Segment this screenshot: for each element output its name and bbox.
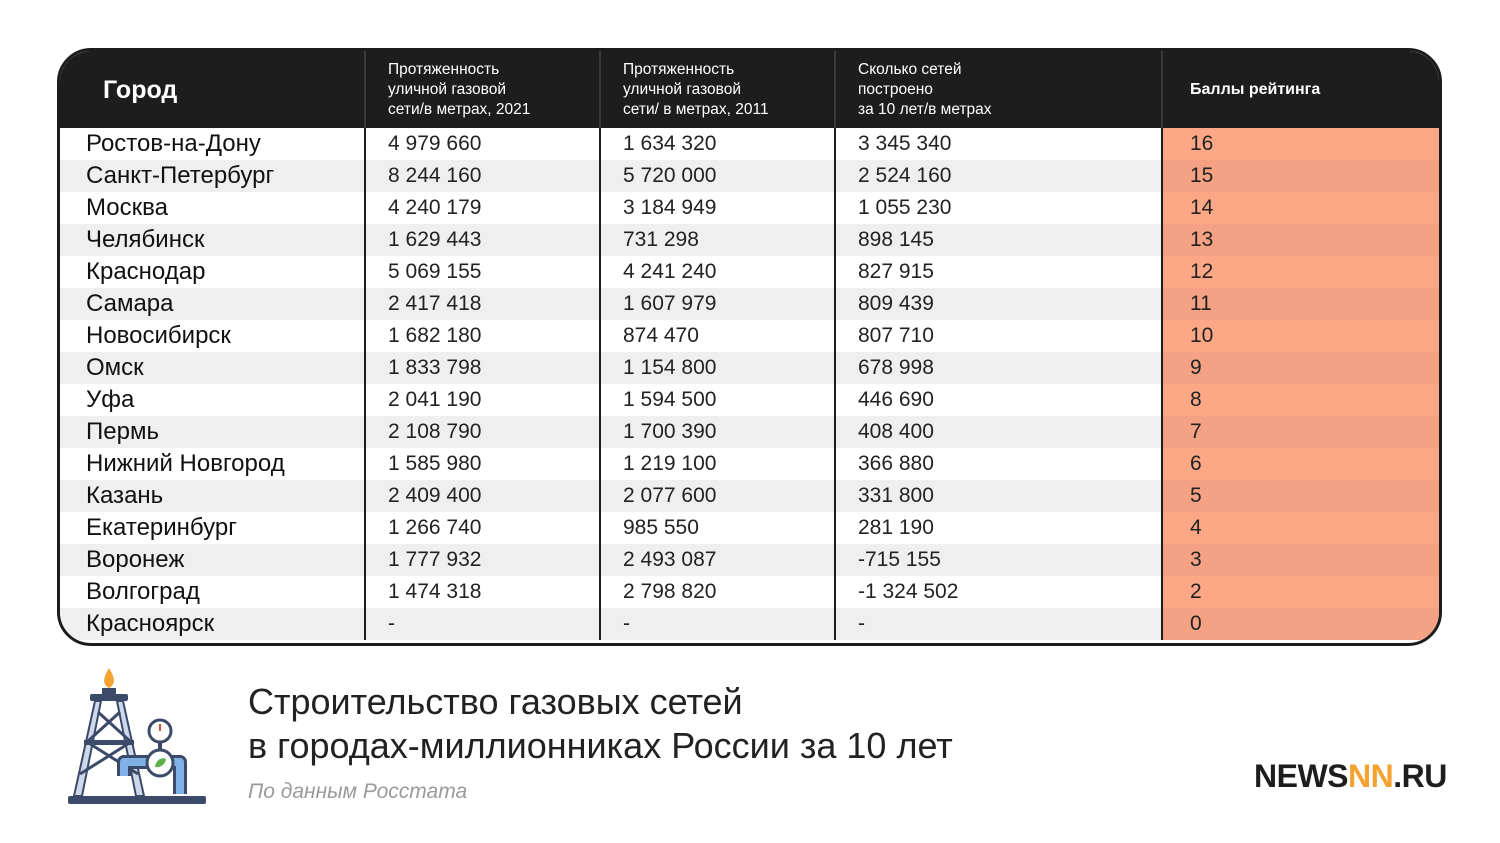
cell-built: 827 915 xyxy=(835,256,1162,288)
cell-built: 807 710 xyxy=(835,320,1162,352)
cell-length-2021: 5 069 155 xyxy=(365,256,600,288)
cell-city: Самара xyxy=(60,288,365,320)
cell-city: Новосибирск xyxy=(86,322,231,349)
cell-score: 2 xyxy=(1162,576,1442,608)
table-row xyxy=(60,288,1442,320)
header-built-line: построено xyxy=(858,80,933,98)
cell-built: -1 324 502 xyxy=(835,576,1162,608)
cell-city: Краснодар xyxy=(86,258,206,285)
cell-length-2021: 8 244 160 xyxy=(365,160,600,192)
cell-city: Екатеринбург xyxy=(86,514,237,541)
cell-built: 366 880 xyxy=(835,448,1162,480)
cell-length-2011: 1 154 800 xyxy=(600,352,835,384)
cell-built: 446 690 xyxy=(835,384,1162,416)
cell-score: 15 xyxy=(1162,160,1442,192)
cell-city: Москва xyxy=(86,194,168,221)
cell-city: Красноярск xyxy=(60,608,365,640)
cell-length-2021: - xyxy=(365,608,600,640)
cell-length-2011: 1 219 100 xyxy=(600,448,835,480)
data-source-note: По данным Росстата xyxy=(248,780,468,803)
header-built-line: Сколько сетей xyxy=(858,60,962,78)
cell-score: 7 xyxy=(1162,416,1442,448)
cell-length-2011: 985 550 xyxy=(600,512,835,544)
cell-built: 281 190 xyxy=(835,512,1162,544)
cell-built: 2 524 160 xyxy=(835,160,1162,192)
cell-city: Омск xyxy=(60,352,365,384)
cell-city: Челябинск xyxy=(60,224,365,256)
cell-score: 9 xyxy=(1162,352,1442,384)
table-header-row xyxy=(60,51,1442,128)
cell-score: 14 xyxy=(1162,192,1442,224)
cell-length-2011: 874 470 xyxy=(600,320,835,352)
cell-length-2011: 2 077 600 xyxy=(600,480,835,512)
cell-score: 3 xyxy=(1162,544,1442,576)
cell-city: Ростов-на-Дону xyxy=(86,130,261,157)
header-score: Баллы рейтинга xyxy=(1162,51,1442,128)
cell-length-2011: 5 720 000 xyxy=(600,160,835,192)
cell-length-2011: 731 298 xyxy=(600,224,835,256)
cell-length-2021: 1 777 932 xyxy=(365,544,600,576)
cell-built: - xyxy=(835,608,1162,640)
table-row xyxy=(60,352,1442,384)
cell-length-2021: 1 833 798 xyxy=(365,352,600,384)
cell-city: Казань xyxy=(60,480,365,512)
cell-length-2021: 2 417 418 xyxy=(365,288,600,320)
infographic-title xyxy=(248,680,953,768)
header-built xyxy=(835,51,1162,128)
header-length-2021-line: сети/в метрах, 2021 xyxy=(388,100,531,118)
cell-city: Нижний Новгород xyxy=(86,450,285,477)
table-row xyxy=(60,576,1442,608)
cell-length-2011: 1 634 320 xyxy=(600,128,835,160)
header-length-2011-line: уличной газовой xyxy=(623,80,741,98)
cell-length-2021: 1 682 180 xyxy=(365,320,600,352)
cell-score: 4 xyxy=(1162,512,1442,544)
cell-length-2021: 2 108 790 xyxy=(365,416,600,448)
cell-score: 11 xyxy=(1162,288,1442,320)
table-row xyxy=(60,512,1442,544)
table-row xyxy=(60,192,1442,224)
table-row xyxy=(60,416,1442,448)
cell-city: Уфа xyxy=(86,386,135,413)
cell-length-2011: 2 798 820 xyxy=(600,576,835,608)
cell-city: Пермь xyxy=(60,416,365,448)
cell-built: 809 439 xyxy=(835,288,1162,320)
cell-length-2011: 1 594 500 xyxy=(600,384,835,416)
cell-length-2011: 1 700 390 xyxy=(600,416,835,448)
cell-length-2011: 2 493 087 xyxy=(600,544,835,576)
cell-score: 12 xyxy=(1162,256,1442,288)
cell-score: 10 xyxy=(1162,320,1442,352)
table-row xyxy=(60,480,1442,512)
header-built-line: за 10 лет/в метрах xyxy=(858,100,992,118)
header-length-2021-line: уличной газовой xyxy=(388,80,506,98)
cell-length-2011: 3 184 949 xyxy=(600,192,835,224)
cell-score: 6 xyxy=(1162,448,1442,480)
cell-score: 5 xyxy=(1162,480,1442,512)
title-line: в городах-миллионниках России за 10 лет xyxy=(248,725,953,766)
logo-prefix: NEWS xyxy=(1254,758,1348,794)
cell-length-2021: 2 041 190 xyxy=(365,384,600,416)
table-row xyxy=(60,224,1442,256)
table-row xyxy=(60,320,1442,352)
cell-length-2021: 1 474 318 xyxy=(365,576,600,608)
table-row xyxy=(60,160,1442,192)
table-row xyxy=(60,608,1442,640)
header-length-2021-line: Протяженность xyxy=(388,60,500,78)
gas-derrick-icon xyxy=(62,664,212,809)
logo-suffix: .RU xyxy=(1393,758,1447,794)
table-row xyxy=(60,256,1442,288)
cell-score: 8 xyxy=(1162,384,1442,416)
cell-length-2021: 2 409 400 xyxy=(365,480,600,512)
cell-length-2011: 1 607 979 xyxy=(600,288,835,320)
table-row xyxy=(60,448,1442,480)
header-length-2011-line: сети/ в метрах, 2011 xyxy=(623,100,769,118)
header-length-2021 xyxy=(365,51,600,128)
cell-length-2011: - xyxy=(600,608,835,640)
newsnn-logo xyxy=(1254,758,1447,795)
cell-length-2021: 4 979 660 xyxy=(365,128,600,160)
header-length-2011-line: Протяженность xyxy=(623,60,735,78)
title-line: Строительство газовых сетей xyxy=(248,681,743,722)
table-row xyxy=(60,544,1442,576)
cell-score: 13 xyxy=(1162,224,1442,256)
cell-score: 16 xyxy=(1162,128,1442,160)
cell-city: Воронеж xyxy=(60,544,365,576)
cell-built: 3 345 340 xyxy=(835,128,1162,160)
table-row xyxy=(60,128,1442,160)
cell-length-2011: 4 241 240 xyxy=(600,256,835,288)
table-row xyxy=(60,384,1442,416)
rating-table-card xyxy=(57,48,1442,646)
cell-length-2021: 4 240 179 xyxy=(365,192,600,224)
cell-city: Волгоград xyxy=(86,578,200,605)
cell-built: 678 998 xyxy=(835,352,1162,384)
rating-table xyxy=(60,51,1442,640)
cell-score: 0 xyxy=(1162,608,1442,640)
cell-length-2021: 1 585 980 xyxy=(365,448,600,480)
cell-built: -715 155 xyxy=(835,544,1162,576)
cell-built: 331 800 xyxy=(835,480,1162,512)
cell-built: 408 400 xyxy=(835,416,1162,448)
cell-city: Санкт-Петербург xyxy=(60,160,365,192)
table-body xyxy=(60,128,1442,640)
cell-length-2021: 1 266 740 xyxy=(365,512,600,544)
logo-mark: NN xyxy=(1348,758,1394,794)
header-city: Город xyxy=(60,51,365,128)
cell-length-2021: 1 629 443 xyxy=(365,224,600,256)
cell-built: 1 055 230 xyxy=(835,192,1162,224)
cell-built: 898 145 xyxy=(835,224,1162,256)
header-length-2011 xyxy=(600,51,835,128)
